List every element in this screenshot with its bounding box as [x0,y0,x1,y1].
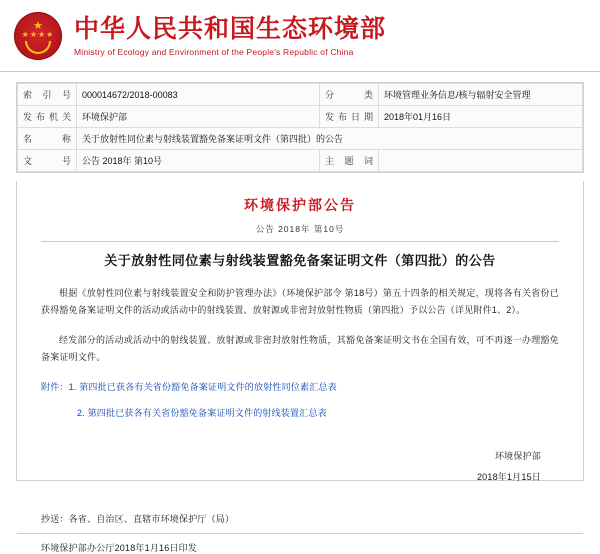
meta-value-category: 环境管理业务信息/核与辐射安全管理 [379,84,583,106]
meta-value-publish-date: 2018年01月16日 [379,106,583,128]
document-meta-table [16,82,584,173]
meta-value-keywords [379,150,583,172]
attachments-block [41,379,559,422]
national-emblem-icon [14,12,62,60]
site-title-en: Ministry of Ecology and Environment of the People's Republic of China [74,46,354,57]
cc-line: 抄送：各省、自治区、直辖市环境保护厅（局） [41,514,235,524]
divider [41,241,559,242]
signature-date: 2018年1月15日 [476,472,541,482]
signature-org: 环境保护部 [494,451,541,461]
meta-value-issuer: 环境保护部 [77,106,320,128]
document-issuer-banner: 环境保护部公告 [244,198,356,214]
attachment-link-2[interactable] [41,405,559,422]
meta-label-keywords: 主题词 [320,150,379,172]
meta-label-index: 索引号 [18,84,77,106]
meta-label-issuer: 发布机关 [18,106,77,128]
meta-label-name: 名称 [18,128,77,150]
meta-label-category: 分类 [320,84,379,106]
signature-block [41,448,559,486]
table-row [18,128,583,150]
print-line: 环境保护部办公厅2018年1月16日印发 [41,543,198,553]
emblem-small-stars-icon: ★★★★ [21,29,55,39]
meta-label-publish-date: 发布日期 [320,106,379,128]
page-title: 关于放射性同位素与射线装置豁免备案证明文件（第四批）的公告 [104,254,496,269]
divider [17,533,583,534]
document-number: 公告 2018年 第10号 [255,224,345,234]
emblem-star-icon: ★ [33,19,43,32]
paragraph-1: 根据《放射性同位素与射线装置安全和防护管理办法》（环境保护部令 第18号）第五十四条的相关规定，现将各有关省份已获得豁免备案证明文件的活动或活动中的射线装置、放射源或非密封放射性物质（第四批）予以公告（详见附件1、2）。 [41,288,559,315]
meta-value-docnum: 公告 2018年 第10号 [77,150,320,172]
meta-label-docnum: 文号 [18,150,77,172]
attachment-2-label[interactable]: 2. 第四批已获各有关省份豁免备案证明文件的射线装置汇总表 [77,408,327,418]
site-title-cn: 中华人民共和国生态环境部 [74,13,387,43]
table-row [18,106,583,128]
table-row [18,84,583,106]
table-row [18,150,583,172]
paragraph-2: 经发部分的活动或活动中的射线装置、放射源或非密封放射性物质，其豁免备案证明文书在全国有效，可不再逐一办理豁免备案证明文件。 [41,335,559,362]
attachment-1-label[interactable]: 附件：1. 第四批已获各有关省份豁免备案证明文件的放射性同位素汇总表 [41,382,337,392]
meta-value-index: 000014672/2018-00083 [77,84,320,106]
header-titles [74,14,386,58]
emblem-gear-icon [25,41,51,54]
meta-value-name: 关于放射性同位素与射线装置豁免备案证明文件（第四批）的公告 [77,128,583,150]
site-header [0,0,600,72]
attachment-link-1[interactable] [41,379,559,396]
document-body [16,181,584,553]
